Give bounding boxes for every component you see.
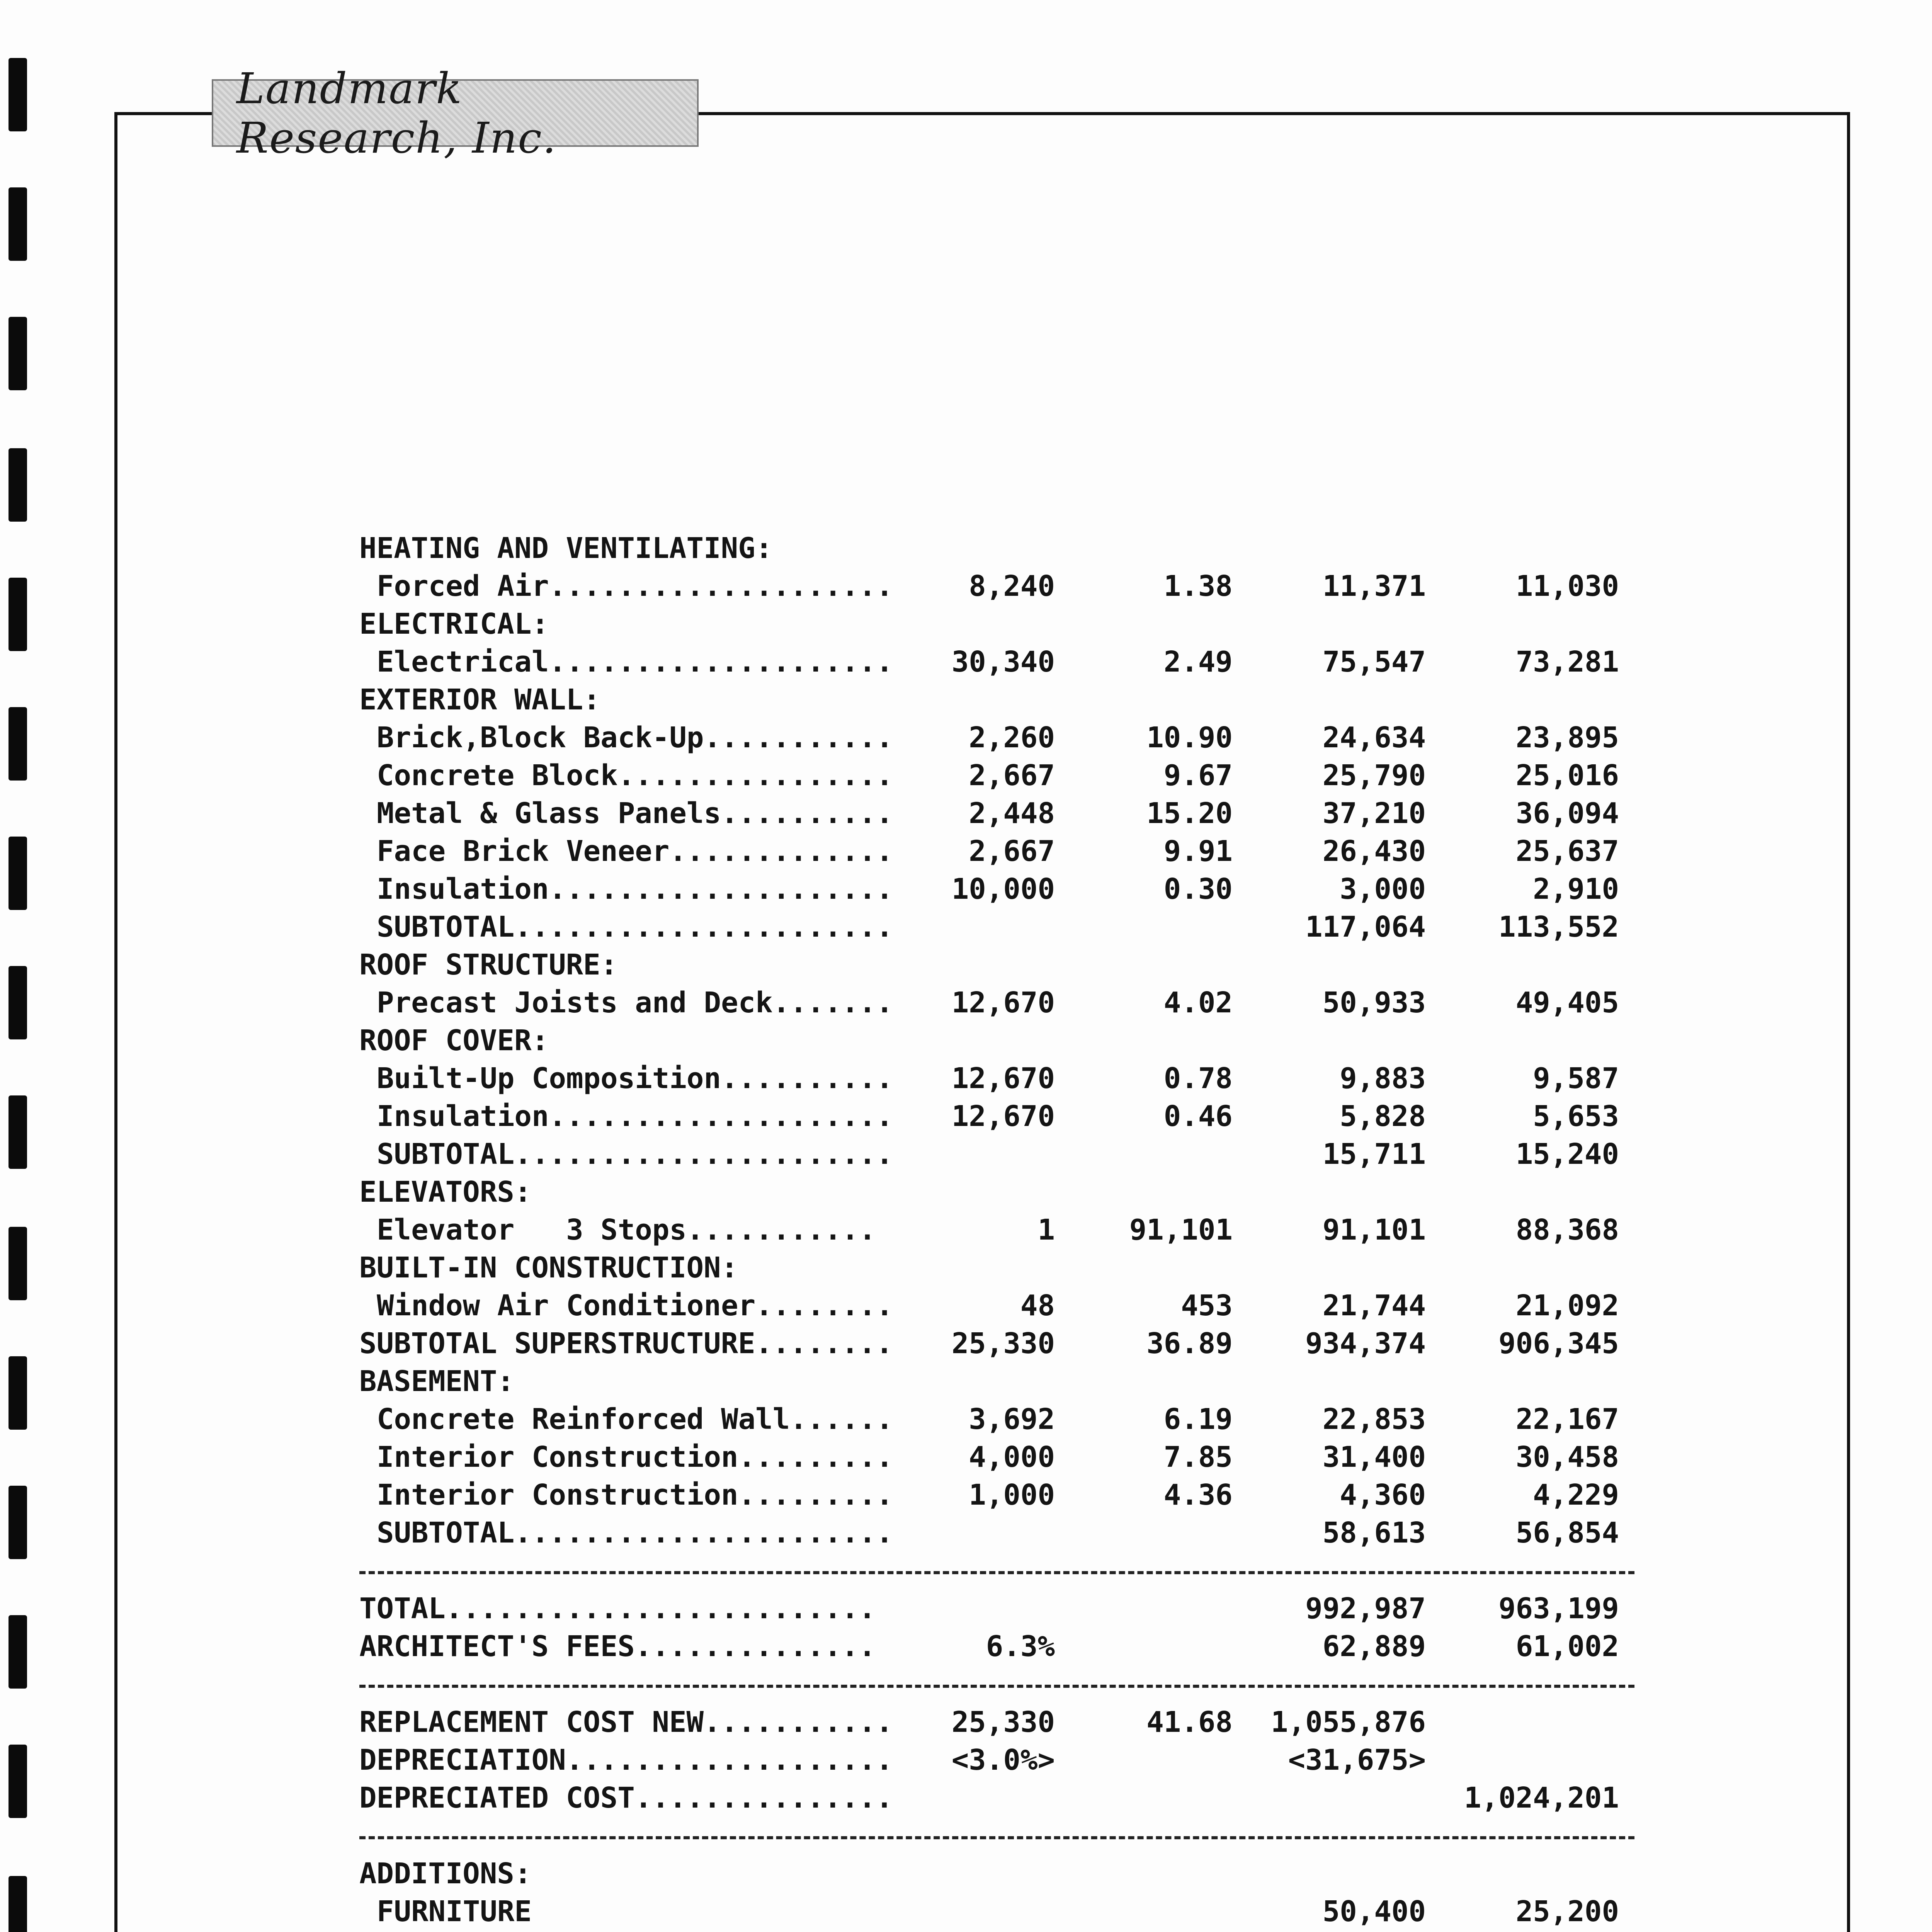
value-c4: 61,002 bbox=[1515, 1630, 1619, 1663]
table-row bbox=[359, 1628, 1634, 1665]
section-heading: EXTERIOR WALL: bbox=[359, 683, 600, 716]
logo-text: Landmark Research, Inc. bbox=[236, 63, 557, 163]
section-heading: ROOF COVER: bbox=[359, 1024, 549, 1057]
value-c1: 25,330 bbox=[951, 1327, 1055, 1360]
value-c2: 1.38 bbox=[1163, 570, 1233, 603]
value-c4: 30,458 bbox=[1515, 1440, 1619, 1474]
section-heading-row bbox=[359, 1362, 1634, 1400]
value-c4: 25,200 bbox=[1515, 1895, 1619, 1928]
value-c1: 30,340 bbox=[951, 645, 1055, 679]
value-c4: 73,281 bbox=[1515, 645, 1619, 679]
value-c1: 10,000 bbox=[951, 872, 1055, 906]
binder-hole-mark bbox=[9, 1227, 27, 1300]
binder-hole-mark bbox=[9, 1356, 27, 1430]
value-c4: 113,552 bbox=[1498, 910, 1619, 944]
table-row bbox=[359, 1400, 1634, 1438]
row-label: Interior Construction......... bbox=[377, 1440, 893, 1474]
table-row bbox=[359, 908, 1634, 946]
row-label: Insulation.................... bbox=[377, 872, 893, 906]
row-label: SUBTOTAL SUPERSTRUCTURE........ bbox=[359, 1327, 893, 1360]
value-c3: 50,933 bbox=[1322, 986, 1426, 1019]
value-c4: 11,030 bbox=[1515, 570, 1619, 603]
dashed-divider bbox=[359, 1817, 1634, 1855]
section-heading: ELEVATORS: bbox=[359, 1175, 532, 1209]
value-c3: 9,883 bbox=[1340, 1062, 1426, 1095]
table-row bbox=[359, 643, 1634, 681]
row-label: SUBTOTAL...................... bbox=[377, 1138, 893, 1171]
table-row bbox=[359, 870, 1634, 908]
value-c3: 58,613 bbox=[1322, 1516, 1426, 1549]
value-c1: 2,667 bbox=[969, 759, 1055, 792]
binder-hole-mark bbox=[9, 317, 27, 390]
value-c4: 36,094 bbox=[1515, 797, 1619, 830]
dashed-divider bbox=[359, 1665, 1634, 1703]
binder-hole-mark bbox=[9, 58, 27, 131]
row-label: Elevator 3 Stops........... bbox=[377, 1213, 876, 1247]
value-c3 bbox=[1340, 1930, 1426, 1932]
value-c3: 1,055,876 bbox=[1271, 1706, 1426, 1739]
binder-hole-mark bbox=[9, 578, 27, 651]
row-label: Face Brick Veneer............. bbox=[377, 835, 893, 868]
value-c4: 22,167 bbox=[1515, 1403, 1619, 1436]
value-c1: 2,260 bbox=[969, 721, 1055, 754]
table-row bbox=[359, 1779, 1634, 1817]
value-c1: 1 bbox=[1037, 1213, 1055, 1247]
binder-hole-mark bbox=[9, 1615, 27, 1689]
section-heading: BUILT-IN CONSTRUCTION: bbox=[359, 1251, 738, 1284]
row-label: Interior Construction......... bbox=[377, 1478, 893, 1512]
value-c1: 2,448 bbox=[969, 797, 1055, 830]
row-label: Window Air Conditioner........ bbox=[377, 1289, 893, 1322]
value-c2: 15.20 bbox=[1146, 797, 1233, 830]
value-c2: 41.68 bbox=[1146, 1706, 1233, 1739]
row-label: ARCHITECT'S FEES.............. bbox=[359, 1630, 876, 1663]
value-c3: 75,547 bbox=[1322, 645, 1426, 679]
table-row bbox=[359, 984, 1634, 1022]
binder-hole-mark bbox=[9, 707, 27, 781]
value-c1: 12,670 bbox=[951, 1100, 1055, 1133]
table-row bbox=[359, 1060, 1634, 1097]
row-label: SUBTOTAL...................... bbox=[377, 1516, 893, 1549]
row-label: Forced Air.................... bbox=[377, 570, 893, 603]
value-c2: 7.85 bbox=[1163, 1440, 1233, 1474]
row-label: REPLACEMENT COST NEW........... bbox=[359, 1706, 893, 1739]
cost-table bbox=[359, 529, 1634, 1932]
value-c3: <31,675> bbox=[1288, 1743, 1426, 1777]
value-c1: 3,692 bbox=[969, 1403, 1055, 1436]
table-row bbox=[359, 1135, 1634, 1173]
row-label: Electrical.................... bbox=[377, 645, 893, 679]
value-c4: 2,910 bbox=[1533, 872, 1619, 906]
section-heading-row bbox=[359, 605, 1634, 643]
value-c3: 992,987 bbox=[1305, 1592, 1426, 1625]
table-row bbox=[359, 832, 1634, 870]
row-label: DEPRECIATION................... bbox=[359, 1743, 893, 1777]
value-c1: 12,670 bbox=[951, 986, 1055, 1019]
row-label: Concrete Block................ bbox=[377, 759, 893, 792]
section-heading-row bbox=[359, 529, 1634, 567]
value-c1: <3.0%> bbox=[951, 1743, 1055, 1777]
value-c3: 11,371 bbox=[1322, 570, 1426, 603]
binder-hole-mark bbox=[9, 187, 27, 261]
value-c4: 9,587 bbox=[1533, 1062, 1619, 1095]
table-row bbox=[359, 1476, 1634, 1514]
row-label: Metal & Glass Panels.......... bbox=[377, 797, 893, 830]
value-c3: 26,430 bbox=[1322, 835, 1426, 868]
value-c2: 9.67 bbox=[1163, 759, 1233, 792]
value-c3: 31,400 bbox=[1322, 1440, 1426, 1474]
value-c4: 56,854 bbox=[1515, 1516, 1619, 1549]
value-c4: 4,229 bbox=[1533, 1478, 1619, 1512]
value-c4: 15,240 bbox=[1515, 1138, 1619, 1171]
row-label: Insulation.................... bbox=[377, 1100, 893, 1133]
value-c2: 91,101 bbox=[1129, 1213, 1233, 1247]
value-c4: 963,199 bbox=[1498, 1592, 1619, 1625]
value-c3: 21,744 bbox=[1322, 1289, 1426, 1322]
value-c4: 49,405 bbox=[1515, 986, 1619, 1019]
value-c2: 6.19 bbox=[1163, 1403, 1233, 1436]
binder-hole-mark bbox=[9, 1876, 27, 1932]
value-c2: 2.49 bbox=[1163, 645, 1233, 679]
table-row bbox=[359, 757, 1634, 794]
table-row bbox=[359, 1211, 1634, 1249]
row-label: DEPRECIATED COST............... bbox=[359, 1781, 893, 1815]
value-c4: 21,092 bbox=[1515, 1289, 1619, 1322]
value-c3: 62,889 bbox=[1322, 1630, 1426, 1663]
table-row bbox=[359, 1703, 1634, 1741]
table-row bbox=[359, 567, 1634, 605]
value-c3: 50,400 bbox=[1322, 1895, 1426, 1928]
value-c3: 22,853 bbox=[1322, 1403, 1426, 1436]
value-c1: 6.3% bbox=[986, 1630, 1055, 1663]
value-c1: 25,330 bbox=[951, 1706, 1055, 1739]
value-c3: 15,711 bbox=[1322, 1138, 1426, 1171]
row-label bbox=[377, 1930, 463, 1932]
binder-hole-mark bbox=[9, 1486, 27, 1559]
binder-hole-mark bbox=[9, 1095, 27, 1169]
value-c2: 36.89 bbox=[1146, 1327, 1233, 1360]
table-row bbox=[359, 1930, 1634, 1932]
value-c3: 91,101 bbox=[1322, 1213, 1426, 1247]
dashed-divider bbox=[359, 1552, 1634, 1590]
value-c3: 4,360 bbox=[1340, 1478, 1426, 1512]
table-row bbox=[359, 1741, 1634, 1779]
value-c2: 453 bbox=[1181, 1289, 1233, 1322]
section-heading: ROOF STRUCTURE: bbox=[359, 948, 618, 981]
section-heading-row bbox=[359, 681, 1634, 719]
value-c3: 24,634 bbox=[1322, 721, 1426, 754]
value-c3: 934,374 bbox=[1305, 1327, 1426, 1360]
value-c2: 4.02 bbox=[1163, 986, 1233, 1019]
table-row bbox=[359, 794, 1634, 832]
section-heading-row bbox=[359, 1173, 1634, 1211]
value-c2: 10.90 bbox=[1146, 721, 1233, 754]
value-c2: 0.46 bbox=[1163, 1100, 1233, 1133]
section-heading-row bbox=[359, 1855, 1634, 1893]
table-row bbox=[359, 1438, 1634, 1476]
value-c4: 906,345 bbox=[1498, 1327, 1619, 1360]
value-c1: 48 bbox=[1020, 1289, 1055, 1322]
binder-hole-mark bbox=[9, 448, 27, 522]
value-c4: 23,895 bbox=[1515, 721, 1619, 754]
value-c3: 5,828 bbox=[1340, 1100, 1426, 1133]
binder-hole-mark bbox=[9, 1745, 27, 1818]
value-c1: 8,240 bbox=[969, 570, 1055, 603]
company-logo bbox=[212, 63, 699, 163]
section-heading: ELECTRICAL: bbox=[359, 607, 549, 641]
table-row bbox=[359, 1893, 1634, 1930]
value-c1: 12,670 bbox=[951, 1062, 1055, 1095]
table-row bbox=[359, 1287, 1634, 1325]
binder-hole-mark bbox=[9, 966, 27, 1039]
value-c3: 3,000 bbox=[1340, 872, 1426, 906]
value-c4: 25,637 bbox=[1515, 835, 1619, 868]
row-label: Brick,Block Back-Up........... bbox=[377, 721, 893, 754]
value-c2: 0.78 bbox=[1163, 1062, 1233, 1095]
value-c3: 25,790 bbox=[1322, 759, 1426, 792]
row-label: Built-Up Composition.......... bbox=[377, 1062, 893, 1095]
value-c3: 37,210 bbox=[1322, 797, 1426, 830]
section-heading: HEATING AND VENTILATING: bbox=[359, 532, 773, 565]
value-c4: 88,368 bbox=[1515, 1213, 1619, 1247]
value-c4 bbox=[1567, 1930, 1619, 1932]
value-c2: 4.36 bbox=[1163, 1478, 1233, 1512]
section-heading-row bbox=[359, 1022, 1634, 1060]
row-label: TOTAL......................... bbox=[359, 1592, 876, 1625]
value-c4: 5,653 bbox=[1533, 1100, 1619, 1133]
value-c2: 0.30 bbox=[1163, 872, 1233, 906]
value-c4: 25,016 bbox=[1515, 759, 1619, 792]
section-heading: ADDITIONS: bbox=[359, 1857, 532, 1890]
value-c1: 1,000 bbox=[969, 1478, 1055, 1512]
row-label: Concrete Reinforced Wall...... bbox=[377, 1403, 893, 1436]
row-label: FURNITURE bbox=[377, 1895, 532, 1928]
table-row bbox=[359, 719, 1634, 757]
table-row bbox=[359, 1514, 1634, 1552]
section-heading-row bbox=[359, 946, 1634, 984]
value-c1: 4,000 bbox=[969, 1440, 1055, 1474]
value-c4: 1,024,201 bbox=[1464, 1781, 1619, 1815]
binder-hole-mark bbox=[9, 837, 27, 910]
table-row bbox=[359, 1590, 1634, 1628]
value-c2: 9.91 bbox=[1163, 835, 1233, 868]
row-label: SUBTOTAL...................... bbox=[377, 910, 893, 944]
section-heading: BASEMENT: bbox=[359, 1365, 514, 1398]
value-c1: 2,667 bbox=[969, 835, 1055, 868]
table-row bbox=[359, 1325, 1634, 1362]
table-row bbox=[359, 1097, 1634, 1135]
value-c3: 117,064 bbox=[1305, 910, 1426, 944]
row-label: Precast Joists and Deck....... bbox=[377, 986, 893, 1019]
section-heading-row bbox=[359, 1249, 1634, 1287]
